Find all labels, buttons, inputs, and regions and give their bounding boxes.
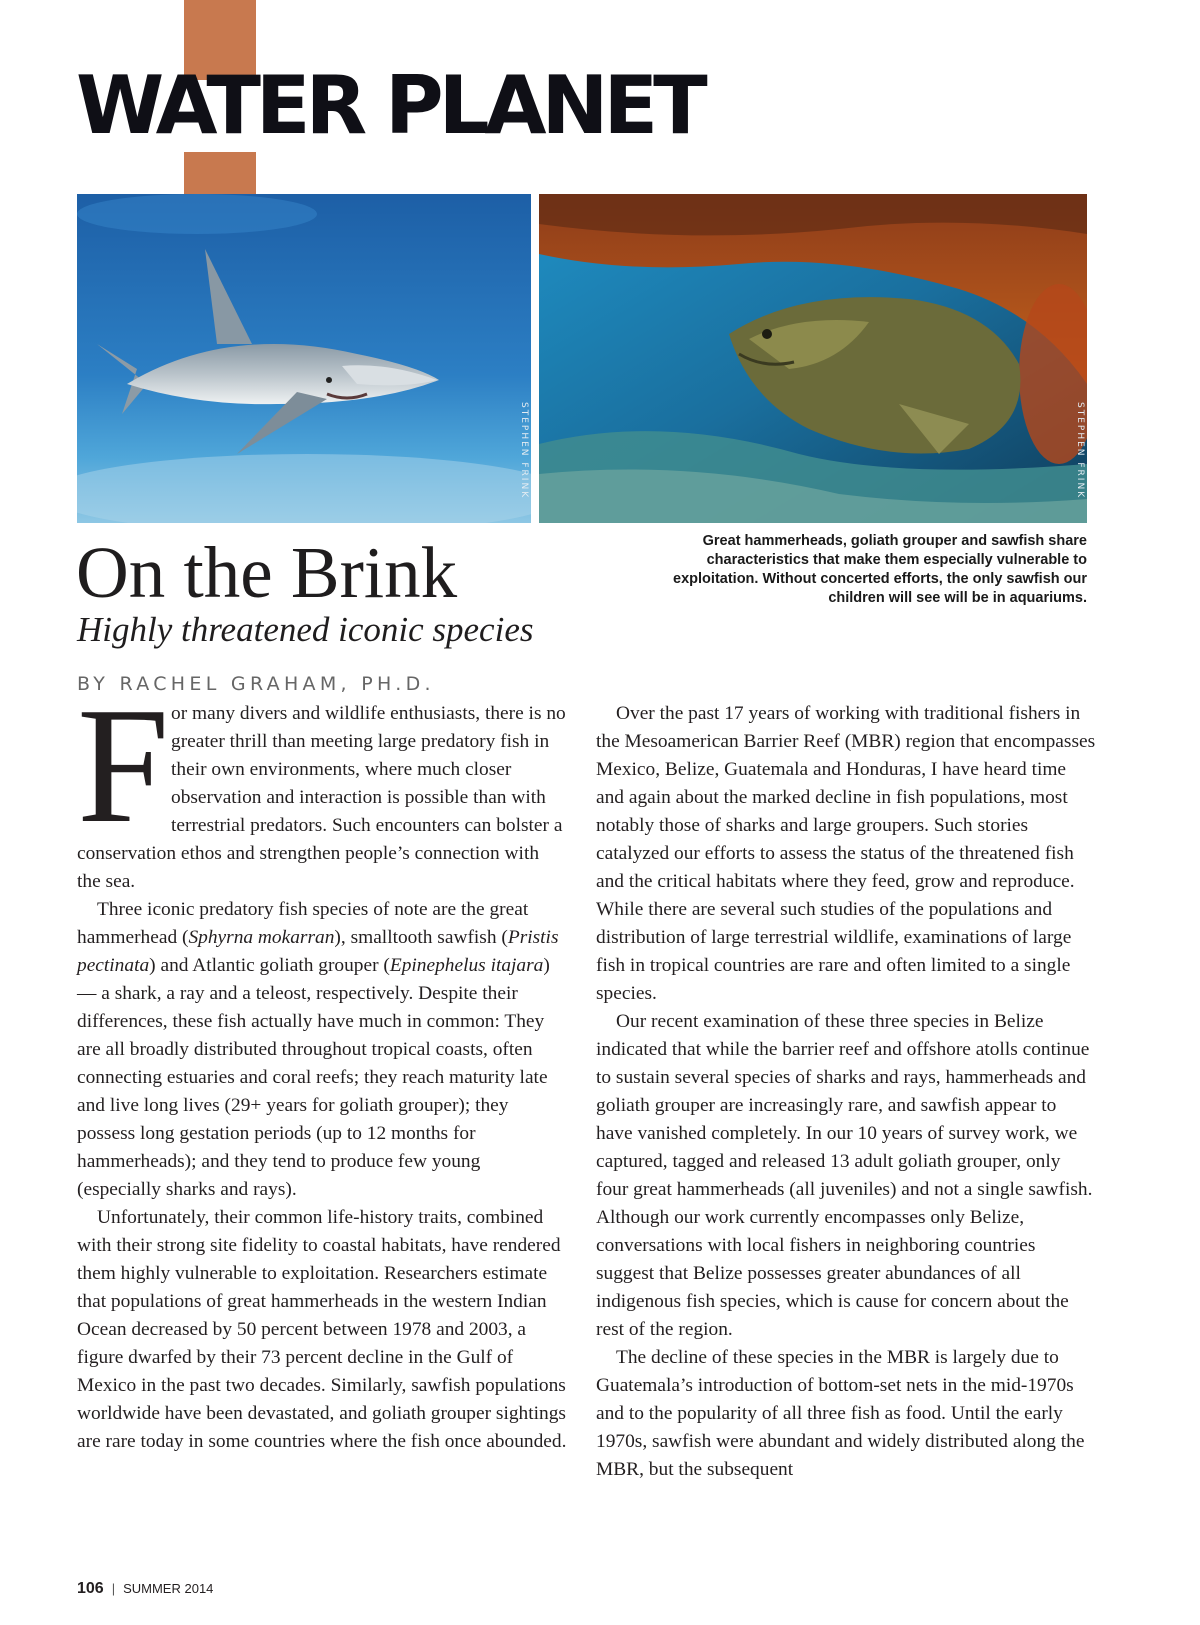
paragraph-decline	[77, 1204, 567, 1456]
paragraph-mbr: Over the past 17 years of working with traditional fishers in the Mesoamerican Barrier Reef (MBR) region that encompasses Mexico, Belize, Guatemala and Honduras, I have heard time and again about the marked decline in fish populations, most notably those of sharks and large groupers. Such stories catalyzed our efforts to assess the status of the threatened fish and the critical habitats where they feed, grow and reproduce. While there are several such studies of the populations and distribution of large terrestrial wildlife, examinations of large fish in tropical countries are rare and often limited to a single species.	[596, 703, 1096, 1004]
goliath-grouper-illustration	[539, 194, 1087, 523]
drop-cap: F	[77, 673, 170, 857]
text-run: ) — a shark, a ray and a teleost, respectively. Despite their differences, these fish actually have much in common: They are all broadly distributed throughout tropical coasts, often connecting estuaries and coral reefs; they reach maturity late and live long lives (29+ years for goliath grouper); they possess long gestation periods (up to 12 months for hammerheads); and they tend to produce few young (especially sharks and rays).	[77, 955, 550, 1200]
article-subheadline: Highly threatened iconic species	[77, 610, 534, 649]
photo-credit-left: STEPHEN FRINK	[519, 401, 529, 499]
text-run: ), smalltooth sawfish (	[334, 927, 508, 948]
article-column-right	[596, 700, 1096, 1484]
species-name: Epinephelus itajara	[389, 955, 544, 976]
paragraph-species	[77, 896, 567, 1204]
issue-label: SUMMER 2014	[123, 1581, 214, 1596]
page-number: 106	[77, 1580, 104, 1597]
species-name: Sphyrna mokarran	[188, 927, 335, 948]
photo-credit-right: STEPHEN FRINK	[1075, 401, 1085, 499]
page-footer	[77, 1580, 213, 1598]
photo-goliath-grouper	[539, 194, 1087, 523]
article-byline: BY RACHEL GRAHAM, PH.D.	[77, 673, 435, 695]
species-name: Pristis pectinata	[77, 927, 559, 976]
article-headline: On the Brink	[76, 532, 458, 613]
footer-separator: |	[111, 1581, 116, 1596]
section-title: WATER PLANET	[76, 59, 703, 152]
paragraph-intro-text: or many divers and wildlife enthusiasts, there is no greater thrill than meeting large predatory fish in their own environments, where much closer observation and interaction is possible than with terrestrial predators. Such encounters can bolster a conservation ethos and strengthen people’s connection with the sea.	[77, 703, 566, 892]
paragraph-nets: The decline of these species in the MBR is largely due to Guatemala’s introduction of bottom-set nets in the mid-1970s and to the popularity of all three fish as food. Until the early 1970s, sawfish were abundant and widely distributed along the MBR, but the subsequent	[596, 1347, 1085, 1480]
paragraph-belize-survey: Our recent examination of these three species in Belize indicated that while the barrier reef and offshore atolls continue to sustain several species of sharks and rays, hammerheads and goliath grouper are increasingly rare, and sawfish appear to have vanished completely. In our 10 years of survey work, we captured, tagged and released 13 adult goliath grouper, only four great hammerheads (all juveniles) and not a single sawfish. Although our work currently encompasses only Belize, conversations with local fishers in neighboring countries suggest that Belize possesses greater abundances of all indigenous fish species, which is cause for concern about the rest of the region.	[596, 1011, 1093, 1340]
photo-caption: Great hammerheads, goliath grouper and sawfish share characteristics that make them especially vulnerable to exploitation. Without concerted efforts, the only sawfish our children will see will be in aquariums.	[673, 533, 1087, 606]
text-run: Unfortunately, their common life-history traits, combined with their strong site fidelity to coastal habitats, have rendered them highly vulnerable to exploitation. Researchers estimate that populations of great hammerheads in the western Indian Ocean decreased by 50 percent between 1978 and 2003, a figure dwarfed by their 73 percent decline in the Gulf of Mexico in the past two decades. Similarly, sawfish populations worldwide have been devastated, and goliath grouper sightings are rare today in some countries where the fish once abounded.	[77, 1207, 567, 1452]
text-run: ) and Atlantic goliath grouper (	[149, 955, 390, 976]
text-run: Three iconic predatory fish species of note are the great hammerhead (	[77, 899, 529, 948]
photo-hammerhead	[77, 194, 531, 523]
hammerhead-shark-illustration	[77, 194, 531, 523]
